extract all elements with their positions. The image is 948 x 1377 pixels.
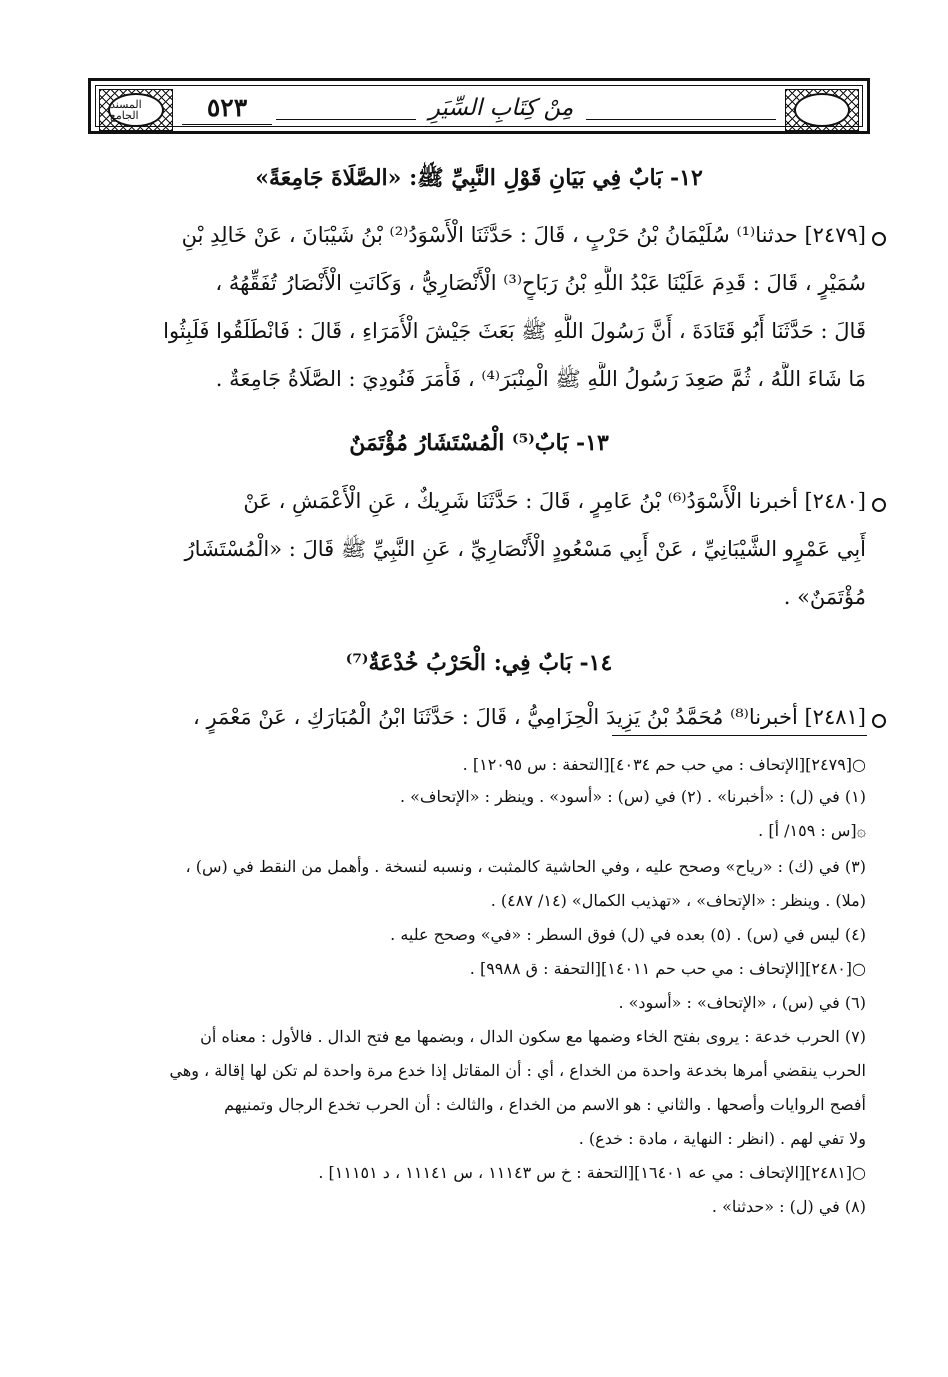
text-line: [٢٤٨١] أخبرنا⁽⁸⁾ مُحَمَّدُ بْنُ يَزِيدَ الْحِزَامِيُّ ، قَالَ : حَدَّثَنَا ابْنُ الْمُبَارَكِ ، عَنْ مَعْمَرٍ ،	[193, 705, 866, 729]
header-rule-left	[276, 119, 416, 120]
hadith-marker	[872, 498, 886, 512]
section-heading: ١٣- بَابٌ⁽⁵⁾ الْمُسْتَشَارُ مُؤْتَمَنٌ	[349, 430, 609, 456]
text-line: [٢٤٨٠] أخبرنا الْأَسْوَدُ⁽⁶⁾ بْنُ عَامِرٍ ، قَالَ : حَدَّثَنَا شَرِيكٌ ، عَنِ الْأَعْمَشِ ، عَنْ	[243, 489, 866, 513]
footnote-line: أفصح الروايات وأصحها . والثاني : هو الاسم من الخداع ، والثالث : أن الحرب تخدع الرجال وتمنيهم	[224, 1095, 866, 1114]
text-line: مُؤْتَمَنٌ» .	[783, 585, 866, 609]
footnote-line: ۞[س : ١٥٩/ أ] .	[758, 821, 866, 840]
text-line: مَا شَاءَ اللَّهُ ، ثُمَّ صَعِدَ رَسُولُ اللَّهِ ﷺ الْمِنْبَرَ⁽⁴⁾ ، فَأَمَرَ فَنُودِيَ : الصَّلَاةُ جَامِعَةٌ .	[215, 367, 866, 391]
header-rule-right	[586, 119, 776, 120]
footnote-line: (ملا) . وينظر : «الإتحاف» ، «تهذيب الكمال» (١٤/ ٤٨٧) .	[490, 891, 866, 910]
page-header	[88, 78, 870, 134]
running-title: مِنْ كِتَابِ السِّيَرِ	[428, 95, 574, 121]
footnote-line: (٣) في (ك) : «رياح» وصحح عليه ، وفي الحاشية كالمثبت ، ونسبه لنسخة . وأهمل من النقط في (س) ،	[185, 857, 866, 876]
footnote-line: (٦) في (س) ، «الإتحاف» : «أسود» .	[618, 993, 866, 1012]
logo-emblem-left	[108, 93, 164, 127]
footnote-separator	[612, 735, 867, 736]
footnote-line: (٨) في (ل) : «حدثنا» .	[711, 1197, 866, 1216]
logo-text: المسند الجامع	[110, 98, 142, 122]
footnote-line: (١) في (ل) : «أخبرنا» . (٢) في (س) : «أسود» . وينظر : «الإتحاف» .	[399, 787, 866, 806]
footnote-line: (٤) ليس في (س) . (٥) بعده في (ل) فوق السطر : «في» وصحح عليه .	[390, 925, 866, 944]
section-heading: ١٤- بَابٌ فِي: الْحَرْبُ خُدْعَةٌ⁽⁷⁾	[345, 650, 613, 676]
text-line: [٢٤٧٩] حدثنا⁽¹⁾ سُلَيْمَانُ بْنُ حَرْبٍ ، قَالَ : حَدَّثَنَا الْأَسْوَدُ⁽²⁾ بْنُ شَيْبَانَ ، عَنْ خَالِدِ بْنِ	[181, 223, 866, 247]
header-inner-frame	[95, 85, 863, 127]
hadith-marker	[872, 232, 886, 246]
section-heading: ١٢- بَابٌ فِي بَيَانِ قَوْلِ النَّبِيِّ ﷺ: «الصَّلَاةَ جَامِعَةً»	[255, 165, 703, 191]
footnote-line: (٧) الحرب خدعة : يروى بفتح الخاء وضمها مع سكون الدال ، وبضمها مع فتح الدال . فالأول : معناه أن	[200, 1027, 866, 1046]
hadith-marker	[872, 714, 886, 728]
footnote-line: ○[٢٤٧٩][الإتحاف : مي حب حم ٤٠٣٤][التحفة : س ١٢٠٩٥] .	[462, 755, 866, 774]
page-number: ٥٢٣	[182, 92, 272, 125]
footnote-line: ولا تفي لهم . (انظر : النهاية ، مادة : خدع) .	[578, 1129, 866, 1148]
footnote-line: ○[٢٤٨١][الإتحاف : مي عه ١٦٤٠١][التحفة : خ س ١١١٤٣ ، س ١١١٤١ ، د ١١١٥١] .	[318, 1163, 866, 1182]
footnote-line: ○[٢٤٨٠][الإتحاف : مي حب حم ١٤٠١١][التحفة : ق ٩٩٨٨] .	[469, 959, 866, 978]
right-ornament	[785, 89, 859, 131]
text-line: أَبِي عَمْرٍو الشَّيْبَانِيِّ ، عَنْ أَبِي مَسْعُودٍ الْأَنْصَارِيِّ ، عَنِ النَّبِيِّ ﷺ قَالَ : «الْمُسْتَشَارُ	[184, 537, 866, 561]
text-line: قَالَ : حَدَّثَنَا أَبُو قَتَادَةَ ، أَنَّ رَسُولَ اللَّهِ ﷺ بَعَثَ جَيْشَ الْأُمَرَاءِ ، قَالَ : فَانْطَلَقُوا فَلَبِثُوا	[163, 319, 866, 343]
footnote-line: الحرب ينقضي أمرها بخدعة واحدة من الخداع ، أي : أن المقاتل إذا خدع مرة واحدة لم تكن لها إقالة ، وهي	[169, 1061, 866, 1080]
left-ornament	[99, 89, 173, 131]
logo-emblem-right	[794, 93, 850, 127]
text-line: سُمَيْرٍ ، قَالَ : قَدِمَ عَلَيْنَا عَبْدُ اللَّهِ بْنُ رَبَاحٍ⁽³⁾ الْأَنْصَارِيُّ ، وَكَانَتِ الْأَنْصَارُ تُفَقِّهُهُ ،	[215, 271, 866, 295]
